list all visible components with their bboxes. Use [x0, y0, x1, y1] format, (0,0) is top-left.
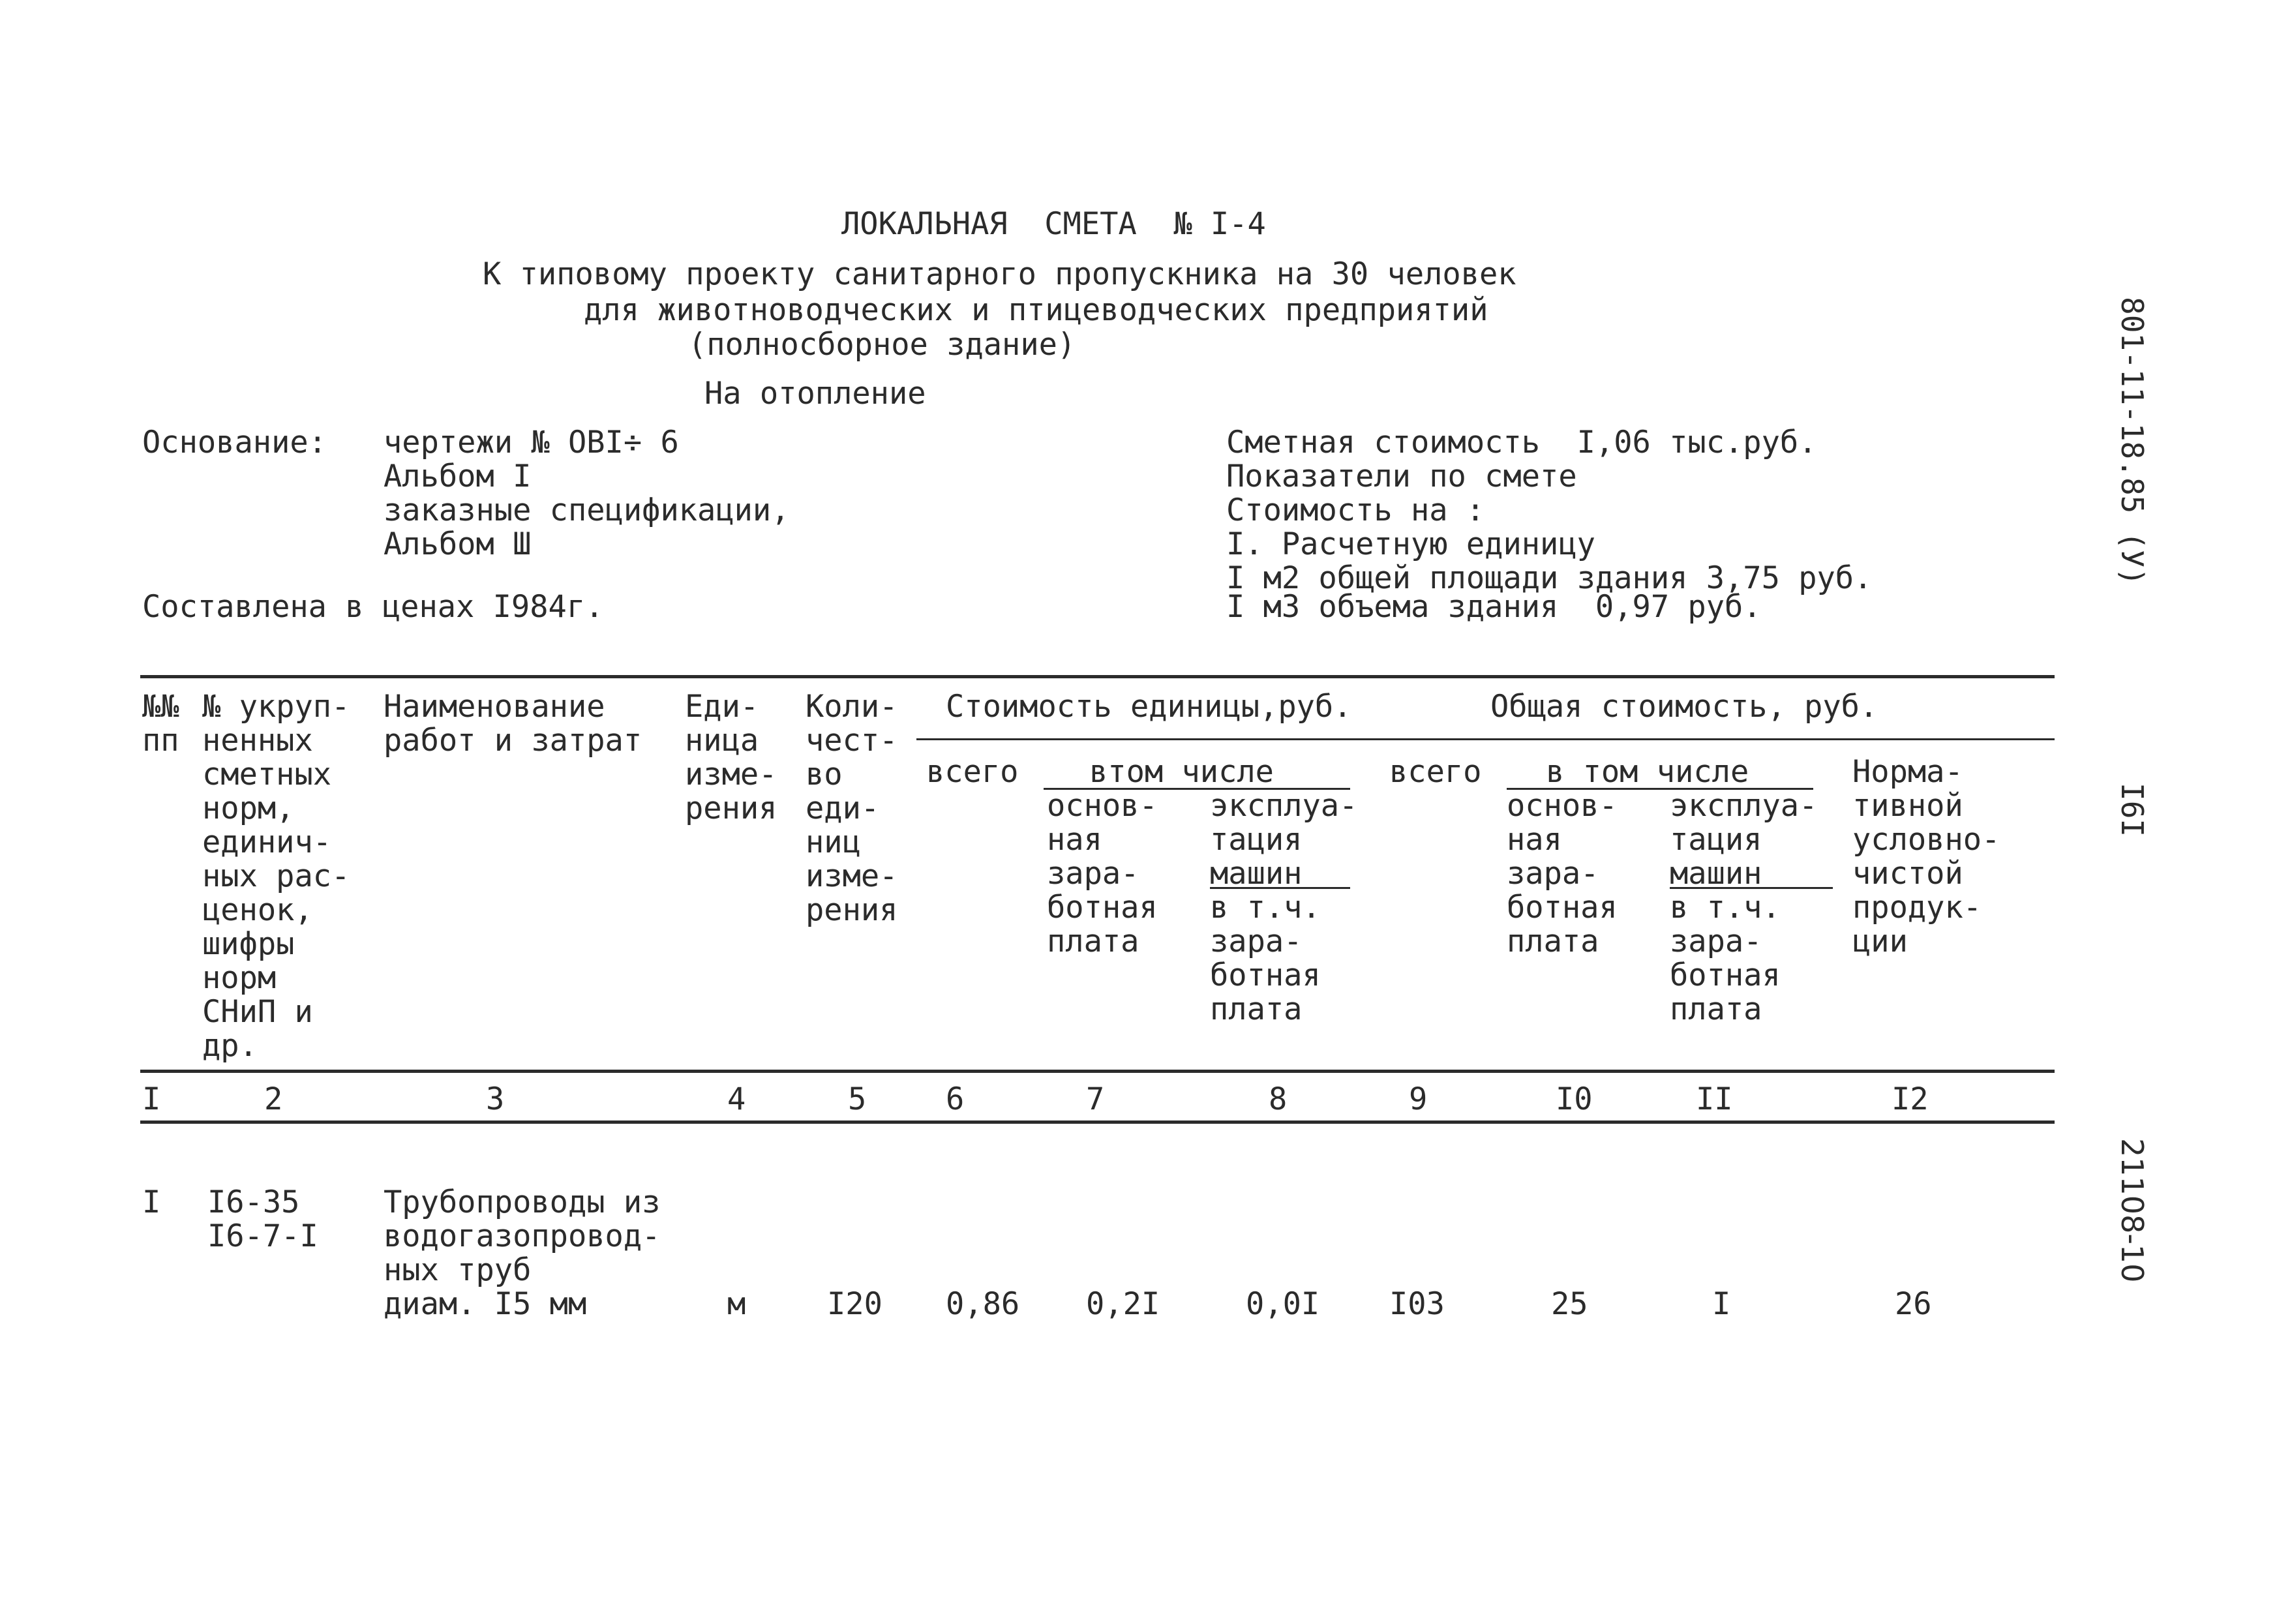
subtitle-line-3: (полносборное здание): [688, 327, 1076, 363]
row-work-name: Трубопроводы из водогазопровод- ных труб диам. I5 мм: [384, 1184, 661, 1322]
row-total: I03: [1389, 1286, 1445, 1322]
row-unit-wage: 0,2I: [1086, 1286, 1160, 1322]
col-number-5: 5: [848, 1081, 867, 1117]
col-header-incl-1: втом числе: [1089, 754, 1274, 790]
col-number-8: 8: [1269, 1081, 1288, 1117]
side-page-number: I6I: [2115, 783, 2150, 837]
basis-line-3: заказные спецификации,: [384, 492, 790, 528]
estimate-cost: Сметная стоимость I,06 тыс.руб.: [1226, 425, 1817, 460]
header-bottom-rule: [140, 1070, 2055, 1073]
basis-label: Основание:: [142, 425, 327, 460]
col-number-4: 4: [727, 1081, 746, 1117]
compiled-prices: Составлена в ценах I984г.: [142, 589, 604, 625]
col-header-work-name: Наименование работ и затрат: [384, 689, 642, 759]
col-header-norm-codes: № укруп- ненных сметных норм, единич- ных рас- ценок, шифры норм СНиП и др.: [202, 689, 350, 1064]
section-title: На отопление: [704, 376, 926, 412]
row-total-wage: 25: [1551, 1286, 1588, 1322]
col-number-10: I0: [1556, 1081, 1593, 1117]
col-header-unit-machine: эксплуа- тация машин: [1210, 788, 1358, 892]
basis-line-1: чертежи № OBI÷ 6: [384, 425, 679, 460]
row-unit-total: 0,86: [946, 1286, 1020, 1322]
row-quantity: I20: [827, 1286, 882, 1322]
col-header-unit: Еди- ница изме- рения: [685, 689, 777, 826]
col-header-net-product: Норма- тивной условно- чистой продук- ции: [1852, 754, 2000, 959]
col-header-no: №№ пп: [142, 689, 179, 759]
col-number-2: 2: [264, 1081, 283, 1117]
basis-line-2: Альбом I: [384, 459, 532, 494]
col-header-unit-total: всего: [926, 754, 1019, 790]
col-header-total: всего: [1389, 754, 1482, 790]
row-total-machine: I: [1712, 1286, 1731, 1322]
table-top-rule: [140, 675, 2055, 678]
row-no: I: [142, 1184, 161, 1220]
col-header-total-wage: основ- ная зара- ботная плата: [1507, 788, 1618, 959]
estimate-indicators: Показатели по смете: [1226, 459, 1577, 494]
subtitle-line-1: К типовому проекту санитарного пропускника на 30 человек: [483, 256, 1516, 292]
col-header-unit-cost: Стоимость единицы,руб.: [946, 689, 1352, 725]
col-header-total-machine: эксплуа- тация машин: [1670, 788, 1818, 892]
numbers-bottom-rule: [140, 1120, 2055, 1124]
doc-title: ЛОКАЛЬНАЯ СМЕТА № I-4: [841, 206, 1266, 242]
row-norm-codes: I6-35 I6-7-I: [207, 1184, 318, 1254]
estimate-per-m3: I м3 объема здания 0,97 руб.: [1226, 589, 1762, 625]
col-header-unit-wage: основ- ная зара- ботная плата: [1047, 788, 1158, 959]
col-number-6: 6: [946, 1081, 965, 1117]
row-unit: м: [727, 1286, 746, 1322]
basis-line-4: Альбом Ш: [384, 526, 532, 562]
col-header-incl-2: в том числе: [1546, 754, 1749, 790]
row-unit-machine: 0,0I: [1246, 1286, 1320, 1322]
subtitle-line-2: для животноводческих и птицеводческих предприятий: [584, 292, 1488, 328]
col-number-11: II: [1696, 1081, 1733, 1117]
cost-group-rule: [916, 738, 2055, 740]
side-code: 801-11-18.85 (У): [2115, 297, 2150, 586]
col-number-7: 7: [1086, 1081, 1105, 1117]
estimate-per-m2: I м2 общей площади здания 3,75 руб.: [1226, 560, 1873, 596]
col-number-3: 3: [486, 1081, 505, 1117]
col-header-total-machine-wage: в т.ч. зара- ботная плата: [1670, 890, 1781, 1027]
estimate-unit: I. Расчетную единицу: [1226, 526, 1595, 562]
col-number-9: 9: [1409, 1081, 1428, 1117]
row-net-product: 26: [1895, 1286, 1932, 1322]
col-number-12: I2: [1892, 1081, 1929, 1117]
col-header-quantity: Коли- чест- во еди- ниц изме- рения: [806, 689, 898, 928]
col-header-unit-machine-wage: в т.ч. зара- ботная плата: [1210, 890, 1321, 1027]
side-stamp: 21108-10: [2115, 1138, 2150, 1283]
col-header-total-cost: Общая стоимость, руб.: [1490, 689, 1878, 725]
col-number-1: I: [142, 1081, 161, 1117]
estimate-cost-per: Стоимость на :: [1226, 492, 1485, 528]
